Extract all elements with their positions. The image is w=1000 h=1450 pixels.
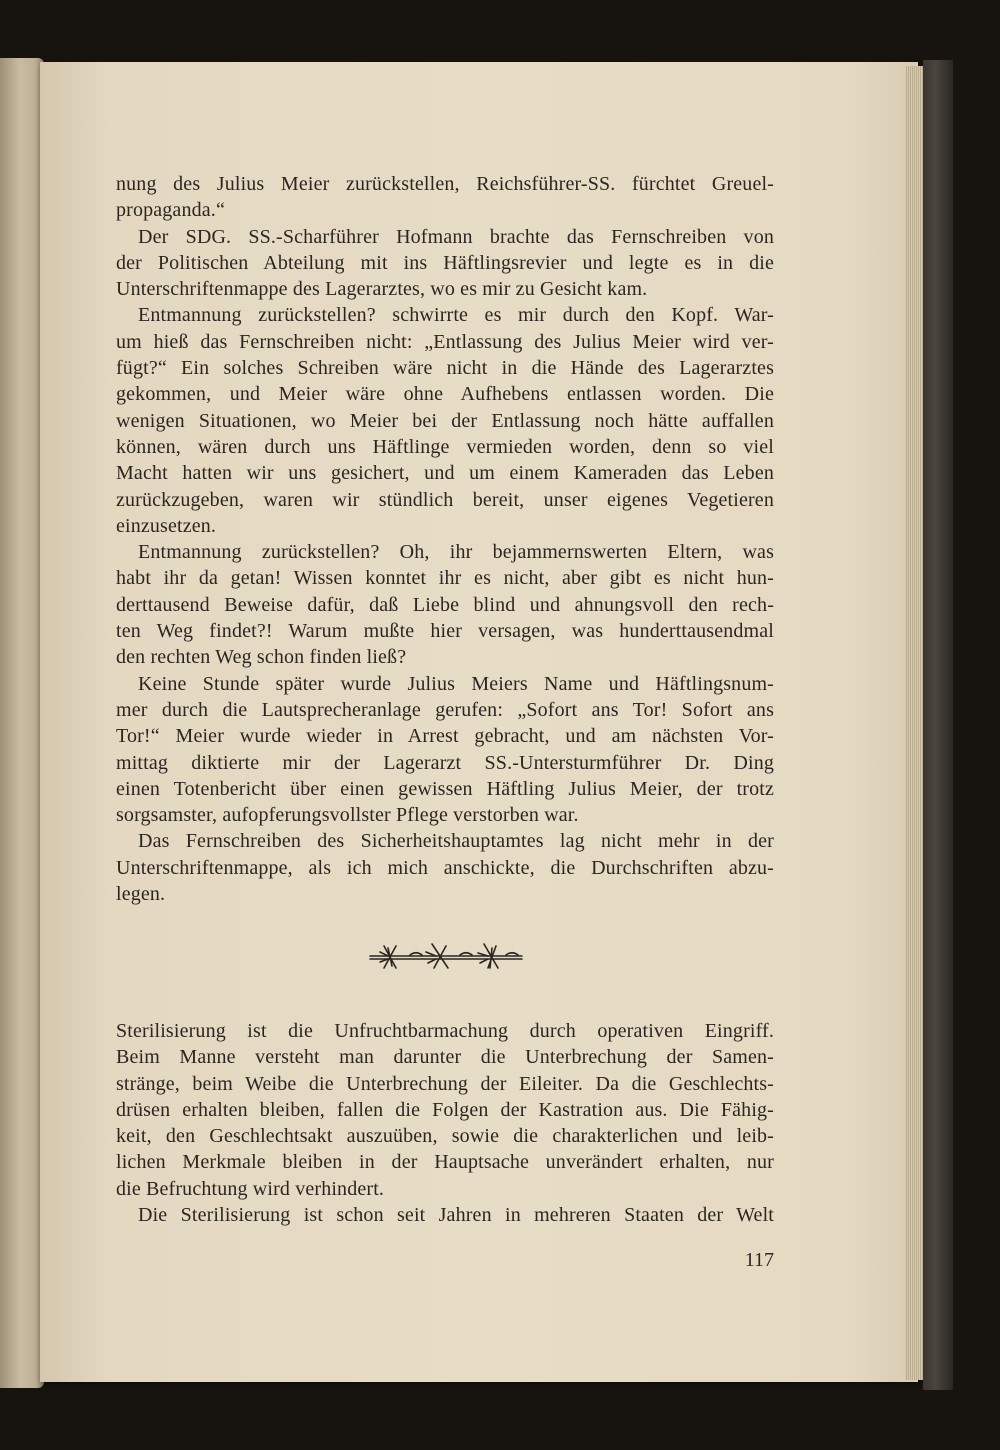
text-line: Tor!“ Meier wurde wieder in Arrest gebracht, und am nächsten Vor- (116, 725, 774, 748)
text-line: können, wären durch uns Häftlinge vermieden worden, denn so viel (116, 435, 774, 458)
text-line: mittag diktierte mir der Lagerarzt SS.-Untersturmführer Dr. Ding (116, 751, 774, 774)
text-line: stränge, beim Weibe die Unterbrechung der Eileiter. Da die Geschlechts- (116, 1072, 774, 1095)
text-line: habt ihr da getan! Wissen konntet ihr es nicht, aber gibt es nicht hun- (116, 567, 774, 590)
text-line: Unterschriftenmappe des Lagerarztes, wo es mir zu Gesicht kam. (116, 278, 648, 301)
page-stack-edge (905, 66, 925, 1380)
text-line: ten Weg findet?! Warum mußte hier versagen, was hunderttausendmal (116, 620, 774, 643)
text-line: Der SDG. SS.-Scharführer Hofmann brachte das Fernschreiben von (138, 225, 774, 248)
text-line: Entmannung zurückstellen? Oh, ihr bejammernswerten Eltern, was (138, 541, 774, 564)
book-cover-edge (923, 60, 953, 1390)
text-line: um hieß das Fernschreiben nicht: „Entlassung des Julius Meier wird ver- (116, 330, 774, 353)
text-line: sorgsamster, aufopferungsvollster Pflege verstorben war. (116, 804, 579, 827)
text-section-2 (116, 1018, 774, 1228)
text-line: die Befruchtung wird verhindert. (116, 1177, 385, 1200)
text-line: propaganda.“ (116, 199, 225, 222)
text-line: nung des Julius Meier zurückstellen, Reichsführer-SS. fürchtet Greuel- (116, 173, 774, 195)
text-line: lichen Merkmale bleiben in der Hauptsache unverändert erhalten, nur (116, 1151, 774, 1174)
text-line: keit, den Geschlechtsakt auszuüben, sowie die charakterlichen und leib- (116, 1125, 774, 1148)
text-line: fügt?“ Ein solches Schreiben wäre nicht in die Hände des Lagerarztes (116, 357, 774, 380)
text-line: Beim Manne versteht man darunter die Unterbrechung der Samen- (116, 1046, 774, 1069)
text-line: wenigen Situationen, wo Meier bei der Entlassung noch hätte auffallen (116, 409, 774, 432)
text-line: einzusetzen. (116, 514, 217, 537)
text-line: mer durch die Lautsprecheranlage gerufen: „Sofort ans Tor! Sofort ans (116, 698, 774, 721)
text-line: Die Sterilisierung ist schon seit Jahren in mehreren Staaten der Welt (138, 1204, 774, 1227)
text-line: Sterilisierung ist die Unfruchtbarmachung durch operativen Eingriff. (116, 1020, 774, 1042)
text-line: Das Fernschreiben des Sicherheitshauptamtes lag nicht mehr in der (138, 830, 774, 853)
text-line: Keine Stunde später wurde Julius Meiers Name und Häftlingsnum- (138, 672, 774, 695)
text-line: legen. (116, 883, 166, 906)
text-line: gekommen, und Meier wäre ohne Aufhebens entlassen worden. Die (116, 383, 774, 406)
text-line: Macht hatten wir uns gesichert, und um einem Kameraden das Leben (116, 462, 774, 485)
text-line: drüsen erhalten bleiben, fallen die Folgen der Kastration aus. Die Fähig- (116, 1098, 774, 1121)
text-section-1 (116, 171, 774, 907)
text-line: Unterschriftenmappe, als ich mich anschickte, die Durchschriften abzu- (116, 856, 774, 879)
barbed-wire-ornament-icon (366, 938, 526, 974)
text-line: derttausend Beweise dafür, daß Liebe blind und ahnungsvoll den rech- (116, 593, 774, 616)
facing-page-edge (0, 58, 44, 1388)
text-line: Entmannung zurückstellen? schwirrte es mir durch den Kopf. War- (138, 304, 774, 327)
page-number: 117 (744, 1249, 774, 1271)
text-line: den rechten Weg schon finden ließ? (116, 646, 407, 669)
text-line: einen Totenbericht über einen gewissen Häftling Julius Meier, der trotz (116, 777, 774, 800)
text-line: der Politischen Abteilung mit ins Häftlingsrevier und legte es in die (116, 251, 774, 274)
text-line: zurückzugeben, waren wir stündlich bereit, unser eigenes Vegetieren (116, 488, 774, 511)
